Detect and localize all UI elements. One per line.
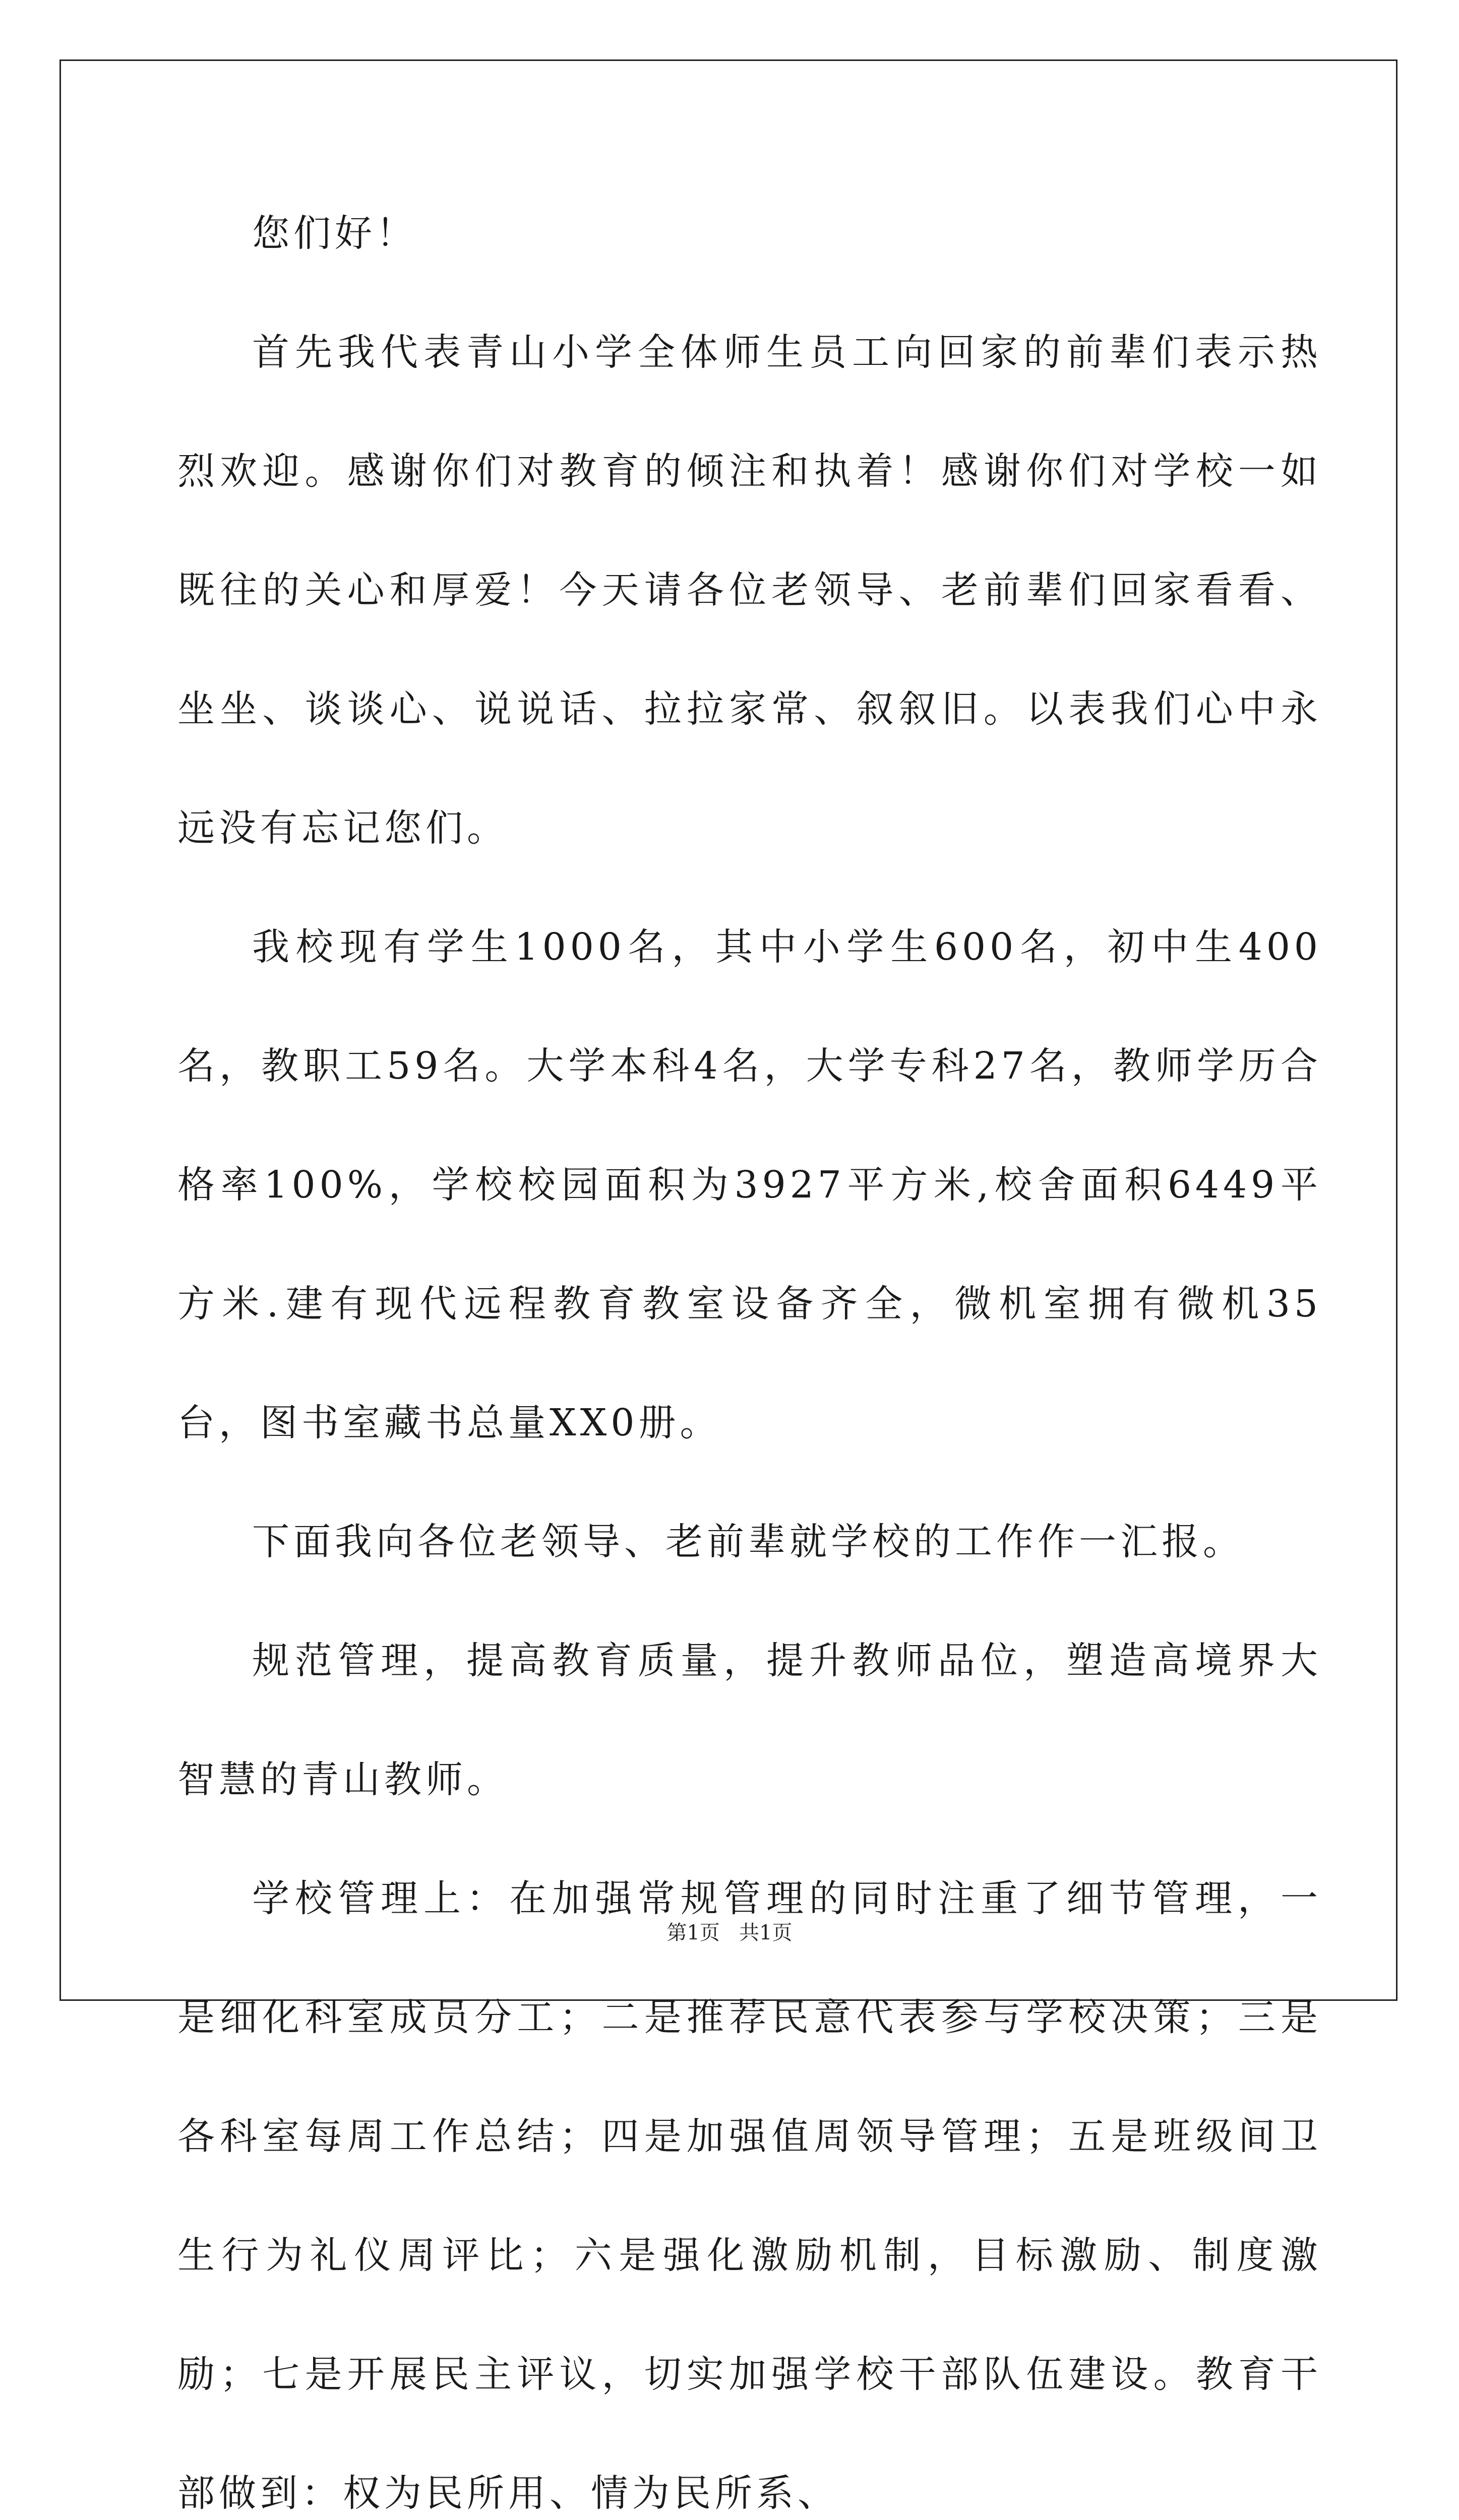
paragraph-management-goal: 规范管理，提高教育质量，提升教师品位，塑造高境界大智慧的青山教师。 [177, 1639, 1322, 1801]
paragraph-greeting: 您们好！ [252, 212, 417, 255]
paragraph-school-management: 学校管理上：在加强常规管理的同时注重了细节管理，一是细化科室成员分工；二是推荐民意代表参与学校决策；三是各科室每周工作总结；四是加强值周领导管理；五是班级间卫生行为礼仪周评比；六是强化激励机制，目标激励、制度激励；七是开展民主评议，切实加强学校干部队伍建设。教育干部做到：权为民所用、情为民所系、 [177, 1877, 1322, 2515]
paragraph-school-stats: 我校现有学生1000名，其中小学生600名，初中生400名，教职工59名。大学本科4名，大学专科27名，教师学历合格率100%，学校校园面积为3927平方米,校舍面积6449平方米.建有现代远程教育教室设备齐全，微机室拥有微机35台，图书室藏书总量XX0册。 [177, 925, 1322, 1444]
paragraph-welcome: 首先我代表青山小学全体师生员工向回家的前辈们表示热烈欢迎。感谢你们对教育的倾注和执着！感谢你们对学校一如既往的关心和厚爱！今天请各位老领导、老前辈们回家看看、坐坐、谈谈心、说说话、拉拉家常、叙叙旧。以表我们心中永远没有忘记您们。 [177, 331, 1322, 850]
paragraph-report-intro: 下面我向各位老领导、老前辈就学校的工作作一汇报。 [252, 1520, 1244, 1563]
page-footer: 第1页 共1页 [666, 1921, 793, 1944]
document-body [177, 174, 1322, 2520]
